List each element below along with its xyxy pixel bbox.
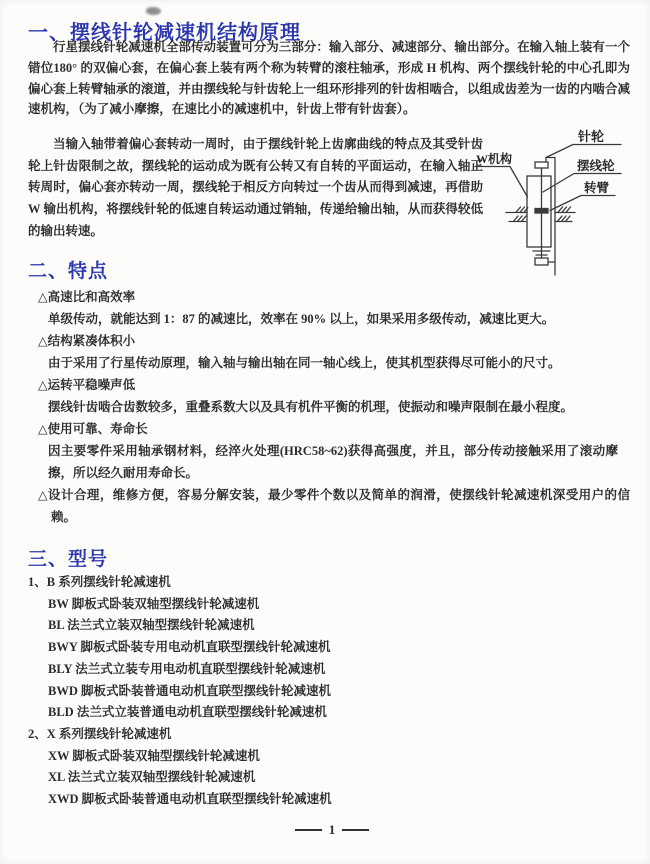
footer-dash-left (295, 829, 322, 831)
pin-wheel-leader-line (546, 145, 621, 158)
model-list (28, 572, 628, 811)
feature-title: △运转平稳噪声低 (38, 378, 136, 392)
model-item: BW 脚板式卧装双轴型摆线针轮减速机 (48, 596, 260, 611)
feature-body: 摆线针齿啮合齿数较多，重叠系数大以及具有机件平衡的机理，使振动和噪声限制在最小程度。 (48, 400, 574, 414)
section1-paragraph-2: 当输入轴带着偏心套转动一周时，由于摆线针轮上齿廓曲线的特点及其受针齿轮上针齿限制之故，摆线轮的运动成为既有公转又有自转的平面运动，在输入轴正转周时，偏心套亦转动一周，摆线轮于相反方向转过一个齿从而得到减速，再借助 W 输出机构，将摆线针轮的低速自转运动通过销轴，传递给输出轴，从而获得较低的输出转速。 (28, 137, 483, 238)
section2-heading: 二、特点 (28, 261, 109, 282)
model-item: XL 法兰式立装双轴型摆线针轮减速机 (48, 770, 256, 785)
page-number: 1 (328, 822, 336, 837)
model-item: XW 脚板式卧装双轴型摆线针轮减速机 (48, 748, 260, 763)
section1-paragraph-1: 行星摆线针轮减速机全部传动装置可分为三部分：输入部分、减速部分、输出部分。在输入轴上装有一个错位180° 的双偏心套，在偏心套上装有两个称为转臂的滚柱轴承，形成 H 机构、两个摆线针轮的中心孔即为偏心套上转臂轴承的滚道，并由摆线轮与针齿轮上一组环形排列的针齿相啮合，以组成齿差为一齿的内啮合减速机构，（为了减小摩擦，在速比小的减速机中，针齿上带有针齿套）。 (28, 40, 630, 117)
model-item: BLY 法兰式立装专用电动机直联型摆线针轮减速机 (48, 661, 326, 676)
diagram-label-w-mechanism: W机构 (476, 152, 513, 166)
feature-body: 因主要零件采用轴承钢材料，经淬火处理(HRC58~62)获得高强度，并且，部分传动接触采用了滚动摩擦，所以经久耐用寿命长。 (48, 444, 618, 480)
series-label: 1、B 系列摆线针轮减速机 (28, 575, 171, 589)
feature-title: △设计合理，维修方便，容易分解安装，最少零件个数以及简单的润滑，使摆线针轮减速机深受用户的信赖。 (38, 488, 630, 524)
footer-dash-right (342, 829, 369, 831)
crank-arm-bearing-rect (535, 209, 548, 214)
model-item: BWY 脚板式卧装专用电动机直联型摆线针轮减速机 (48, 640, 331, 655)
reducer-schematic-diagram (474, 124, 650, 304)
feature-title: △使用可靠、寿命长 (38, 422, 148, 436)
bottom-pin-rect (535, 258, 548, 265)
section3-heading: 三、型号 (28, 549, 109, 570)
section1-heading: 一、摆线针轮减速机结构原理 (28, 22, 301, 44)
page-footer (0, 822, 650, 838)
w-mechanism-leader-line (475, 167, 528, 198)
feature-title: △高速比和高效率 (38, 290, 136, 304)
model-item: BL 法兰式立装双轴型摆线针轮减速机 (48, 618, 255, 633)
crank-arm-leader-line (550, 196, 615, 211)
series-label: 2、X 系列摆线针轮减速机 (28, 726, 172, 741)
top-pin-rect (535, 162, 548, 168)
diagram-label-crank-arm: 转臂 (584, 181, 610, 195)
feature-body: 单级传动，就能达到 1：87 的减速比，效率在 90% 以上，如果采用多级传动，减速比更大。 (48, 312, 555, 326)
features-list (38, 286, 630, 528)
feature-title: △结构紧凑体积小 (38, 334, 136, 348)
diagram-label-pin-wheel: 针轮 (578, 129, 605, 144)
model-item: XWD 脚板式卧装普通电动机直联型摆线针轮减速机 (48, 792, 332, 807)
scan-artifact-mark (146, 7, 161, 15)
model-item: BLD 法兰式立装普通电动机直联型摆线针轮减速机 (48, 705, 327, 720)
diagram-label-cycloid-wheel: 摆线轮 (577, 159, 615, 173)
model-item: BWD 脚板式卧装普通电动机直联型摆线针轮减速机 (48, 683, 331, 698)
feature-body: 由于采用了行星传动原理，输入轴与输出轴在同一轴心线上，使其机型获得尽可能小的尺寸。 (48, 356, 561, 370)
